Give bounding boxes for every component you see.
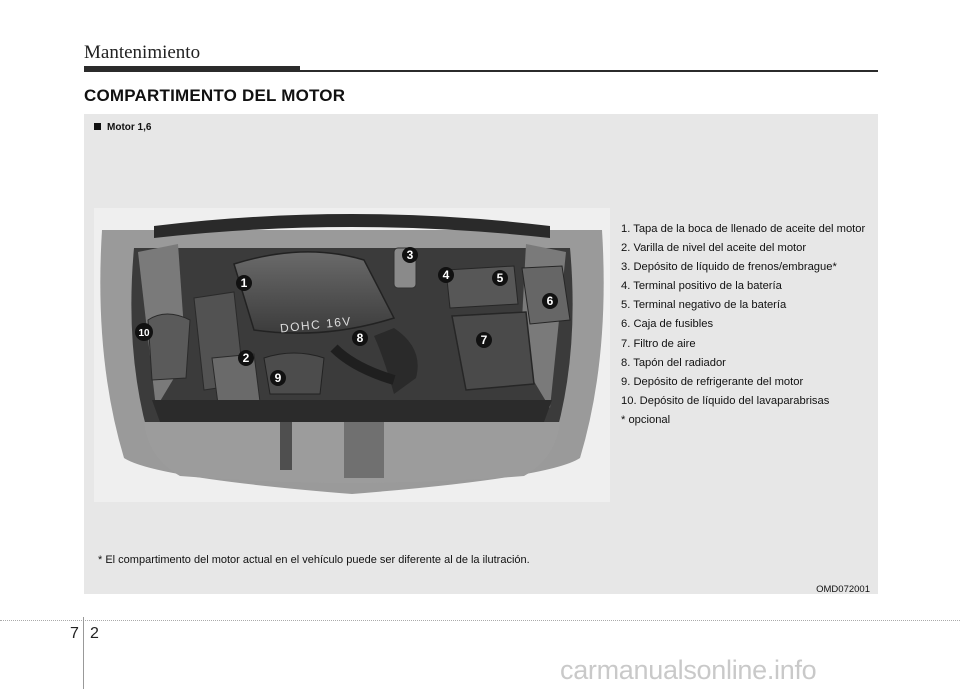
legend-item: 3. Depósito de líquido de frenos/embrague* xyxy=(621,261,837,274)
marker-2: 2 xyxy=(242,351,250,365)
component-legend xyxy=(621,222,871,432)
legend-item: 7. Filtro de aire xyxy=(621,337,696,350)
marker-5: 5 xyxy=(496,271,504,285)
marker-1: 1 xyxy=(240,276,248,290)
marker-10: 10 xyxy=(138,328,150,339)
legend-note: * opcional xyxy=(621,413,671,426)
footer-dotted-rule xyxy=(0,620,960,621)
page-title: COMPARTIMENTO DEL MOTOR xyxy=(84,86,346,105)
engine-cover-text: DOHC 16V xyxy=(279,314,353,336)
marker-7: 7 xyxy=(480,333,488,347)
chapter-number: 7 xyxy=(70,625,79,642)
figure-panel xyxy=(84,114,878,594)
page-number: 2 xyxy=(90,625,99,642)
marker-8: 8 xyxy=(356,331,364,345)
legend-item: 10. Depósito de líquido del lavaparabrisas xyxy=(621,394,830,407)
legend-item: 9. Depósito de refrigerante del motor xyxy=(621,375,804,388)
engine-variant-label xyxy=(94,122,151,133)
footer-vertical-rule xyxy=(83,617,84,689)
legend-item: 2. Varilla de nivel del aceite del motor xyxy=(621,242,807,255)
legend-item: 6. Caja de fusibles xyxy=(621,318,714,331)
legend-item: 5. Terminal negativo de la batería xyxy=(621,299,787,312)
legend-item: 4. Terminal positivo de la batería xyxy=(621,280,782,293)
engine-bay-illustration xyxy=(94,208,610,502)
marker-3: 3 xyxy=(406,248,414,262)
header-rule-thick xyxy=(84,66,300,72)
figure-code: OMD072001 xyxy=(816,584,870,595)
marker-9: 9 xyxy=(274,371,282,385)
figure-footnote: * El compartimento del motor actual en el vehículo puede ser diferente al de la ilutración. xyxy=(98,554,530,566)
marker-4: 4 xyxy=(442,268,450,282)
section-title: Mantenimiento xyxy=(84,42,201,63)
legend-item: 8. Tapón del radiador xyxy=(621,356,726,369)
header-rule-thin xyxy=(300,70,878,72)
engine-variant-text: Motor 1,6 xyxy=(107,122,152,133)
watermark: carmanualsonline.info xyxy=(560,655,817,685)
square-bullet-icon xyxy=(94,123,101,130)
marker-6: 6 xyxy=(546,294,554,308)
legend-item: 1. Tapa de la boca de llenado de aceite del motor xyxy=(621,223,866,235)
